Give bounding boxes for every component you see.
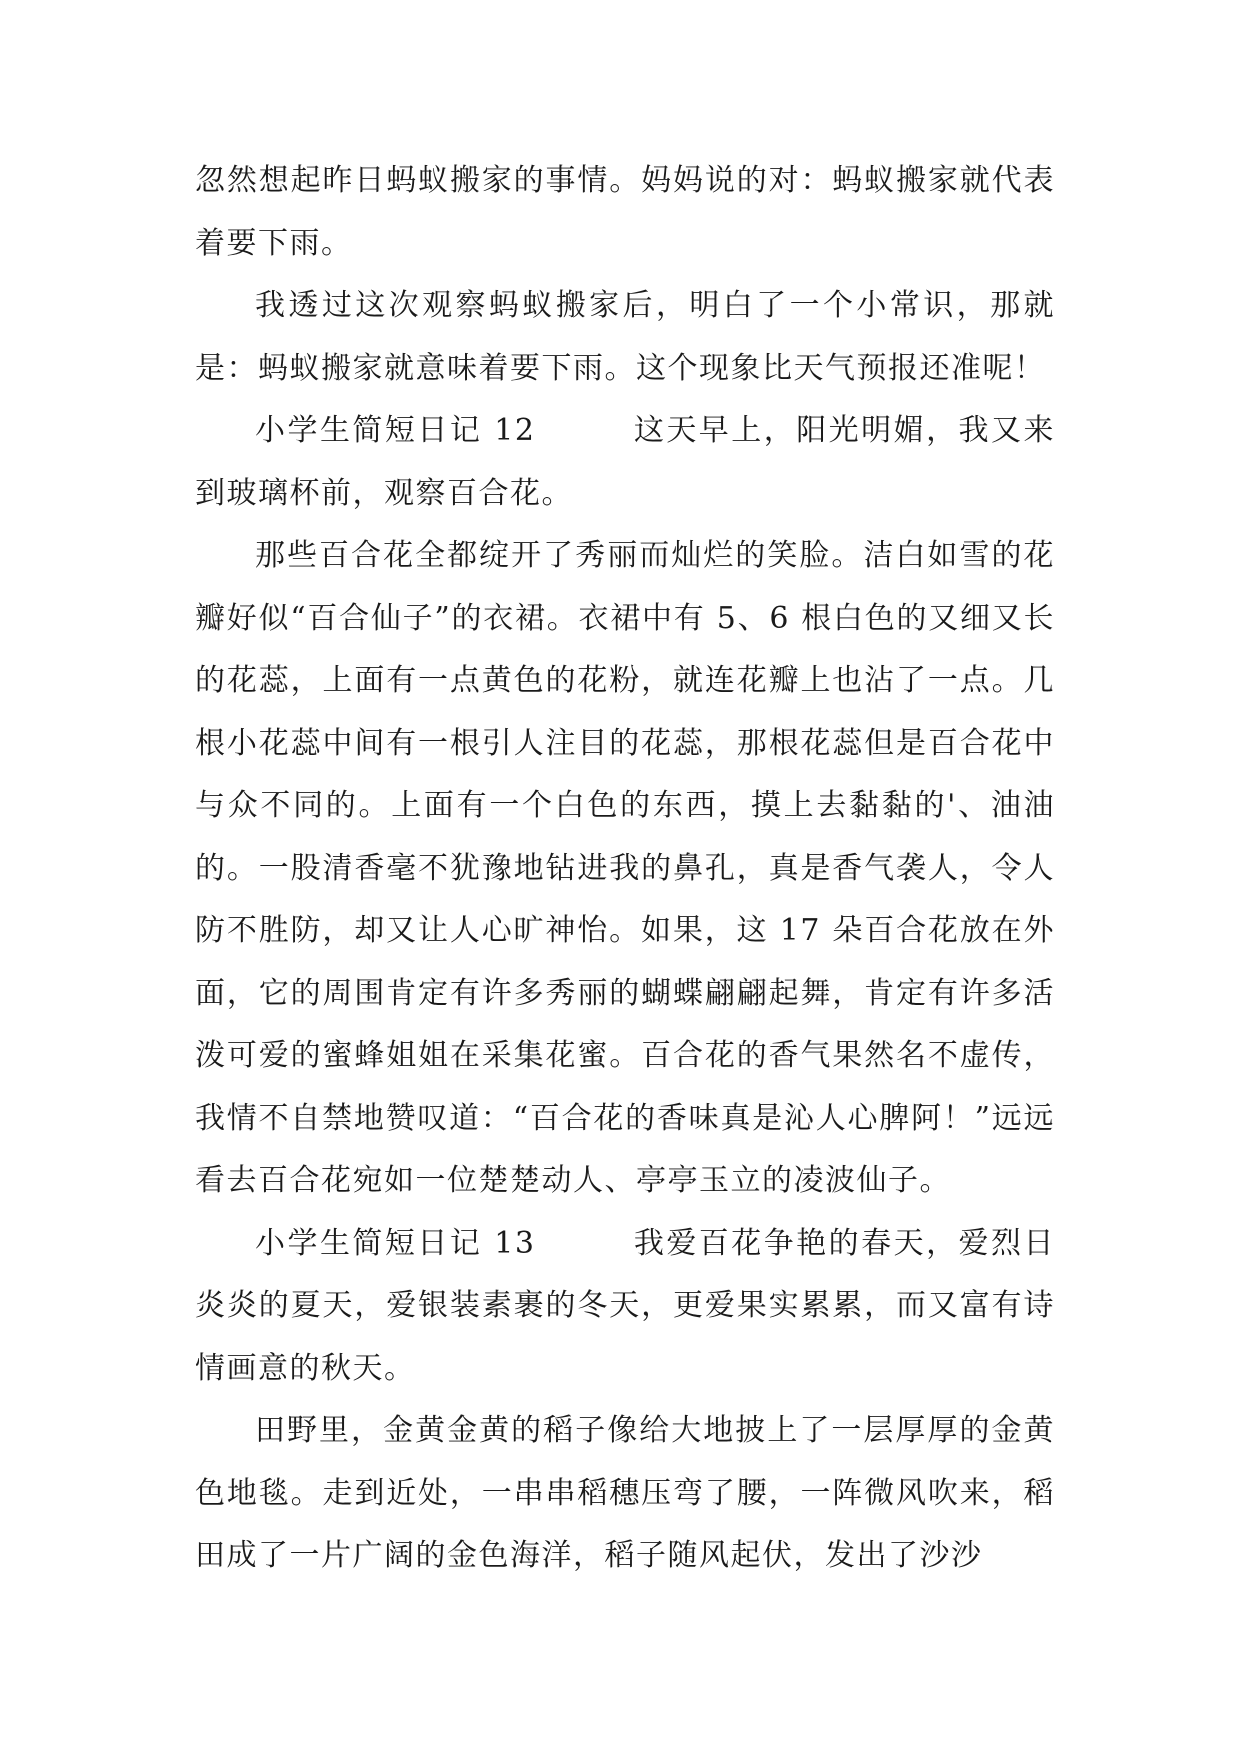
paragraph-6: 田野里，金黄金黄的稻子像给大地披上了一层厚厚的金黄色地毯。走到近处，一串串稻穗压弯了腰，一阵微风吹来，稻田成了一片广阔的金色海洋，稻子随风起伏，发出了沙沙 <box>195 1413 1055 1573</box>
paragraph-4: 那些百合花全都绽开了秀丽而灿烂的笑脸。洁白如雪的花瓣好似“百合仙子”的衣裙。衣裙中有 5、6 根白色的又细又长的花蕊，上面有一点黄色的花粉，就连花瓣上也沾了一点。几根小花蕊中间有一根引人注目的花蕊，那根花蕊但是百合花中与众不同的。上面有一个白色的东西，摸上去黏黏的'、油油的。一股清香毫不犹豫地钻进我的鼻孔，真是香气袭人，令人防不胜防，却又让人心旷神怡。如果，这 17 朵百合花放在外面，它的周围肯定有许多秀丽的蝴蝶翩翩起舞，肯定有许多活泼可爱的蜜蜂姐姐在采集花蜜。百合花的香气果然名不虚传，我情不自禁地赞叹道：“百合花的香味真是沁人心脾阿！”远远看去百合花宛如一位楚楚动人、亭亭玉立的凌波仙子。 <box>195 538 1055 1198</box>
paragraph-1: 忽然想起昨日蚂蚁搬家的事情。妈妈说的对：蚂蚁搬家就代表着要下雨。 <box>195 163 1055 261</box>
paragraph-5-diary-13: 小学生简短日记 13 我爱百花争艳的春天，爱烈日炎炎的夏天，爱银装素裹的冬天，更爱果实累累，而又富有诗情画意的秋天。 <box>195 1225 1055 1386</box>
paragraph-2: 我透过这次观察蚂蚁搬家后，明白了一个小常识，那就是：蚂蚁搬家就意味着要下雨。这个现象比天气预报还准呢！ <box>195 288 1055 386</box>
document-body <box>195 150 1055 1588</box>
paragraph-3-diary-12: 小学生简短日记 12 这天早上，阳光明媚，我又来到玻璃杯前，观察百合花。 <box>195 413 1055 511</box>
